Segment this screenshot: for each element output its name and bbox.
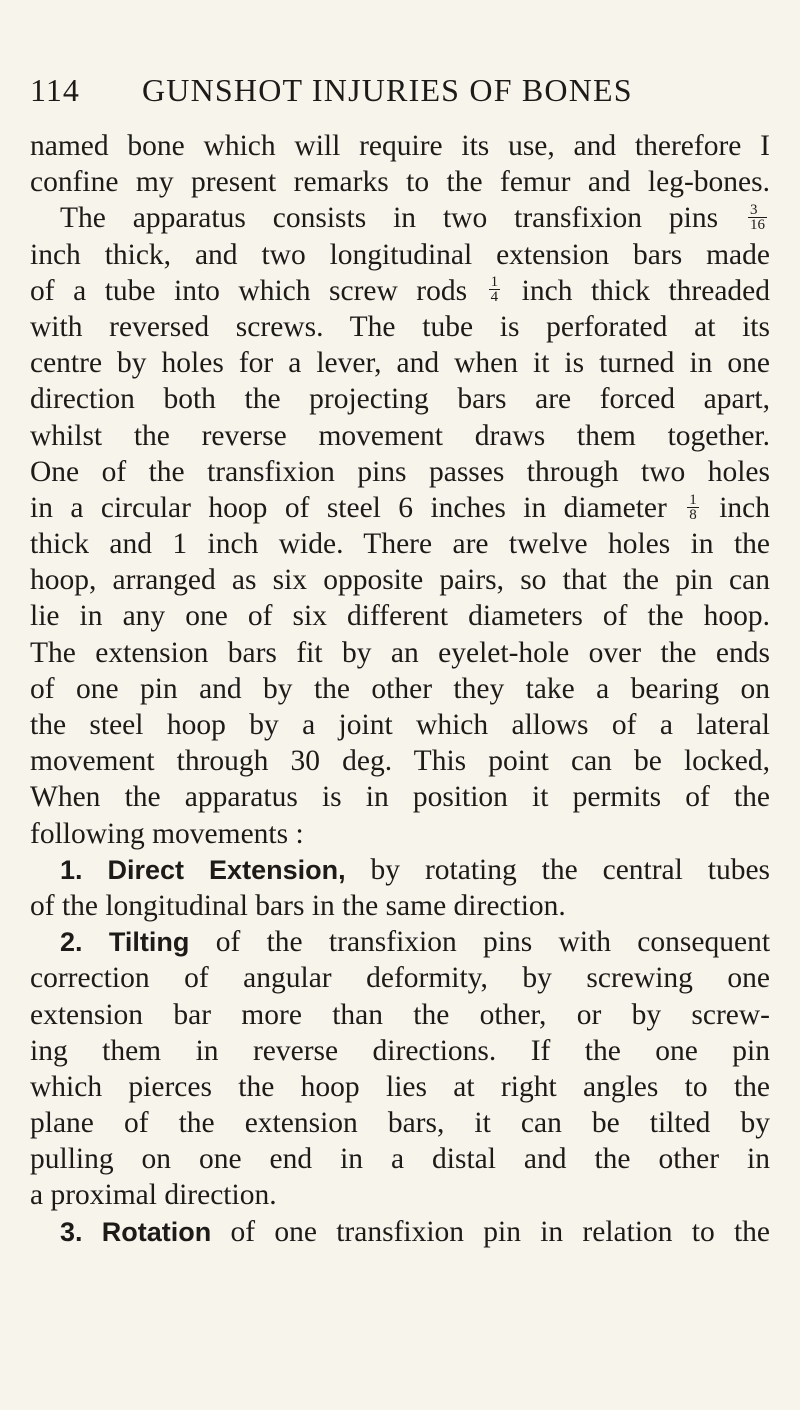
text-line: confine my present remarks to the femur and leg-bones. bbox=[30, 166, 770, 199]
list-item-tilting: 2. Tilting of the transfixion pins with consequent bbox=[60, 926, 771, 959]
text-line: extension bar more than the other, or by screw- bbox=[30, 998, 770, 1031]
text-line: The extension bars fit by an eyelet-hole over the ends bbox=[30, 636, 770, 669]
text-line: a proximal direction. bbox=[30, 1179, 277, 1212]
text-line: centre by holes for a lever, and when it is turned in one bbox=[30, 347, 770, 380]
text-line: hoop, arranged as six opposite pairs, so that the pin can bbox=[30, 564, 770, 597]
text-line: direction both the projecting bars are forced apart, bbox=[30, 383, 770, 416]
text-line: with reversed screws. The tube is perforated at its bbox=[30, 310, 770, 343]
list-item-heading: Tilting bbox=[108, 927, 190, 958]
fraction-three-sixteenths: $\frac{3}{16}$ bbox=[750, 202, 765, 234]
text-line: of the longitudinal bars in the same direction. bbox=[30, 889, 566, 922]
text-line: of a tube into which screw rods $\frac{1}{4}$ inch thick threaded bbox=[30, 274, 771, 307]
body-text bbox=[30, 128, 770, 1250]
text-line: the steel hoop by a joint which allows of a lateral bbox=[30, 709, 770, 741]
list-item-heading: Rotation bbox=[101, 1216, 212, 1247]
text-line: ing them in reverse directions. If the one pin bbox=[30, 1034, 770, 1067]
text-line: named bone which will require its use, and therefore I bbox=[30, 130, 770, 162]
text-line: The apparatus consists in two transfixion pins $\frac{3}{16}$ bbox=[60, 202, 765, 235]
text-line: lie in any one of six different diameters of the hoop. bbox=[30, 600, 770, 633]
text-line: correction of angular deformity, by screwing one bbox=[30, 962, 770, 995]
page-number: 114 bbox=[30, 72, 80, 108]
text-line: following movements : bbox=[30, 817, 304, 850]
text-line: pulling on one end in a distal and the other in bbox=[30, 1143, 770, 1176]
text-line: inch thick, and two longitudinal extension bars made bbox=[30, 238, 770, 271]
text-line: movement through 30 deg. This point can be locked, bbox=[30, 745, 770, 778]
text-line: whilst the reverse movement draws them together. bbox=[30, 419, 770, 452]
text-line: thick and 1 inch wide. There are twelve holes in the bbox=[30, 528, 770, 561]
text-line: One of the transfixion pins passes through two holes bbox=[30, 455, 770, 488]
fraction-one-quarter: $\frac{1}{4}$ bbox=[490, 274, 499, 306]
text-line: When the apparatus is in position it permits of the bbox=[30, 781, 770, 814]
text-line: which pierces the hoop lies at right angles to the bbox=[30, 1070, 770, 1103]
text-line: of one pin and by the other they take a bearing on bbox=[30, 672, 770, 705]
page-header bbox=[30, 72, 770, 112]
fraction-one-eighth: $\frac{1}{8}$ bbox=[689, 491, 697, 523]
text-line: plane of the extension bars, it can be tilted by bbox=[30, 1107, 770, 1140]
list-item-rotation: 3. Rotation of one transfixion pin in relation to the bbox=[60, 1215, 771, 1248]
list-item-heading: Direct Extension, bbox=[107, 854, 346, 885]
running-title: GUNSHOT INJURIES OF BONES bbox=[142, 72, 633, 108]
list-item-direct-extension: 1. Direct Extension, by rotating the central tubes bbox=[60, 853, 771, 886]
text-line: in a circular hoop of steel 6 inches in diameter $\frac{1}{8}$ inch bbox=[30, 491, 771, 524]
